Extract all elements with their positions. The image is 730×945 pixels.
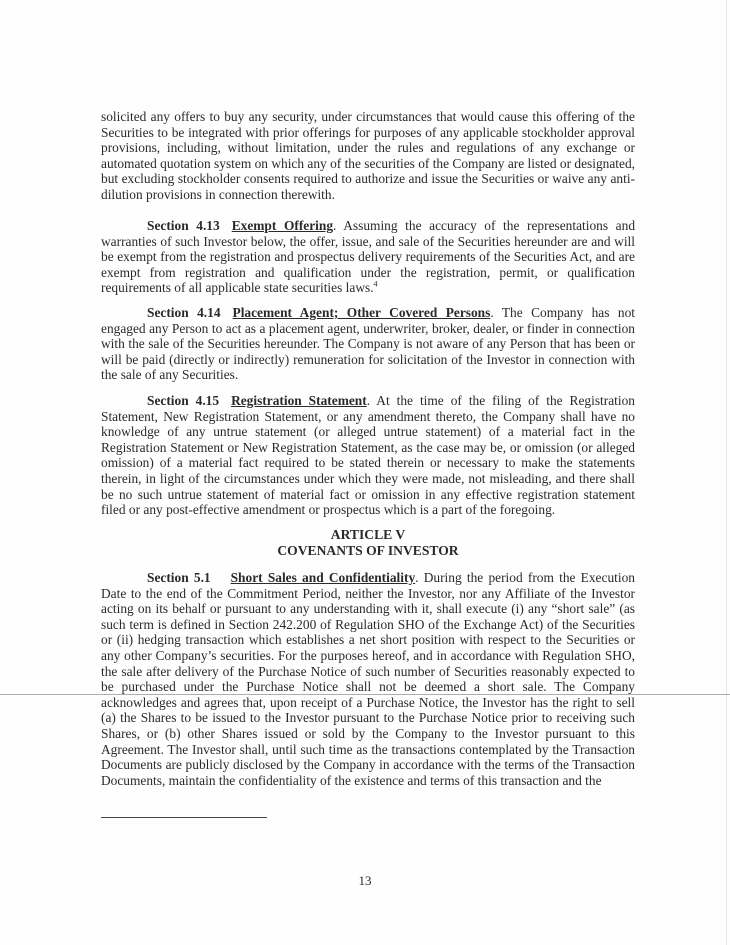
section-4-15 xyxy=(101,393,635,518)
scan-artifact-line xyxy=(0,694,730,695)
footnote-ref: 4 xyxy=(373,279,378,289)
article-number: ARTICLE V xyxy=(330,527,406,542)
section-number: Section 4.15 xyxy=(147,393,220,408)
section-number: Section 4.13 xyxy=(147,218,220,233)
section-5-1 xyxy=(101,570,635,788)
page-number: 13 xyxy=(358,873,372,888)
section-body: . At the time of the filing of the Registration Statement, New Registration Statement, or any amendment thereto, the Company shall have no knowledge of any untrue statement (or alleged untrue statement) of a material fact in the Registration Statement or New Registration Statement, as the case may be, or omission (or alleged omission) of a material fact required to be stated therein or necessary to make the statements therein, in light of the circumstances under which they were made, not misleading, and there shall be no such untrue statement of material fact or omission in any effective registration statement filed or any post-effective amendment or prospectus which is a part of the foregoing. xyxy=(101,393,636,518)
footnote-separator xyxy=(101,817,267,818)
section-number: Section 5.1 xyxy=(147,570,211,585)
section-body: . Assuming the accuracy of the representations and warranties of such Investor below, the offer, issue, and sale of the Securities hereunder are and will be exempt from the registration and prospectus delivery requirements of the Securities Act, and are exempt from registration and qualification under the registration, permit, or qualification requirements of all applicable state securities laws. xyxy=(101,218,636,296)
article-heading xyxy=(101,527,635,559)
paragraph-continued-text: solicited any offers to buy any security, under circumstances that would cause this offering of the Securities to be integrated with prior offerings for purposes of any applicable stockholder approval provisions, including, without limitation, under the rules and regulations of any exchange or automated quotation system on which any of the securities of the Company are listed or designated, but excluding stockholder consents required to authorize and issue the Securities or waive any anti-dilution provisions in connection therewith. xyxy=(101,109,636,202)
section-4-14 xyxy=(101,305,635,383)
section-body: . The Company has not engaged any Person to act as a placement agent, underwriter, broker, dealer, or finder in connection with the sale of the Securities hereunder. The Company is not aware of any Person that has been or will be paid (directly or indirectly) remuneration for solicitation of the Investor in connection with the sale of any Securities. xyxy=(101,305,635,383)
section-title: Exempt Offering xyxy=(231,218,334,233)
section-title: Registration Statement xyxy=(231,393,367,408)
paragraph-continued xyxy=(101,109,635,203)
article-title: COVENANTS OF INVESTOR xyxy=(277,543,459,558)
section-title: Placement Agent; Other Covered Persons xyxy=(232,305,491,320)
section-body: . During the period from the Execution Date to the end of the Commitment Period, neither the Investor, nor any Affiliate of the Investor acting on its behalf or pursuant to any understanding with it, shall execute (i) any “short sale” (as such term is defined in Section 242.200 of Regulation SHO of the Exchange Act) of the Securities or (ii) hedging transaction which establishes a net short position with respect to the Securities or any other Company’s securities. For the purposes hereof, and in accordance with Regulation SHO, the sale after delivery of the Purchase Notice of such number of Securities reasonably expected to be purchased under the Purchase Notice shall not be deemed a short sale. The Company acknowledges and agrees that, upon receipt of a Purchase Notice, the Investor has the right to sell (a) the Shares to be issued to the Investor pursuant to the Purchase Notice prior to receiving such Shares, or (b) other Shares issued or sold by the Company to the Investor pursuant to this Agreement. The Investor shall, until such time as the transactions contemplated by the Transaction Documents are publicly disclosed by the Company in accordance with the terms of the Transaction Documents, maintain the confidentiality of the existence and terms of this transaction and the xyxy=(101,570,635,788)
page-edge xyxy=(726,0,727,945)
section-number: Section 4.14 xyxy=(147,305,221,320)
section-title: Short Sales and Confidentiality xyxy=(230,570,416,585)
section-4-13 xyxy=(101,218,635,296)
